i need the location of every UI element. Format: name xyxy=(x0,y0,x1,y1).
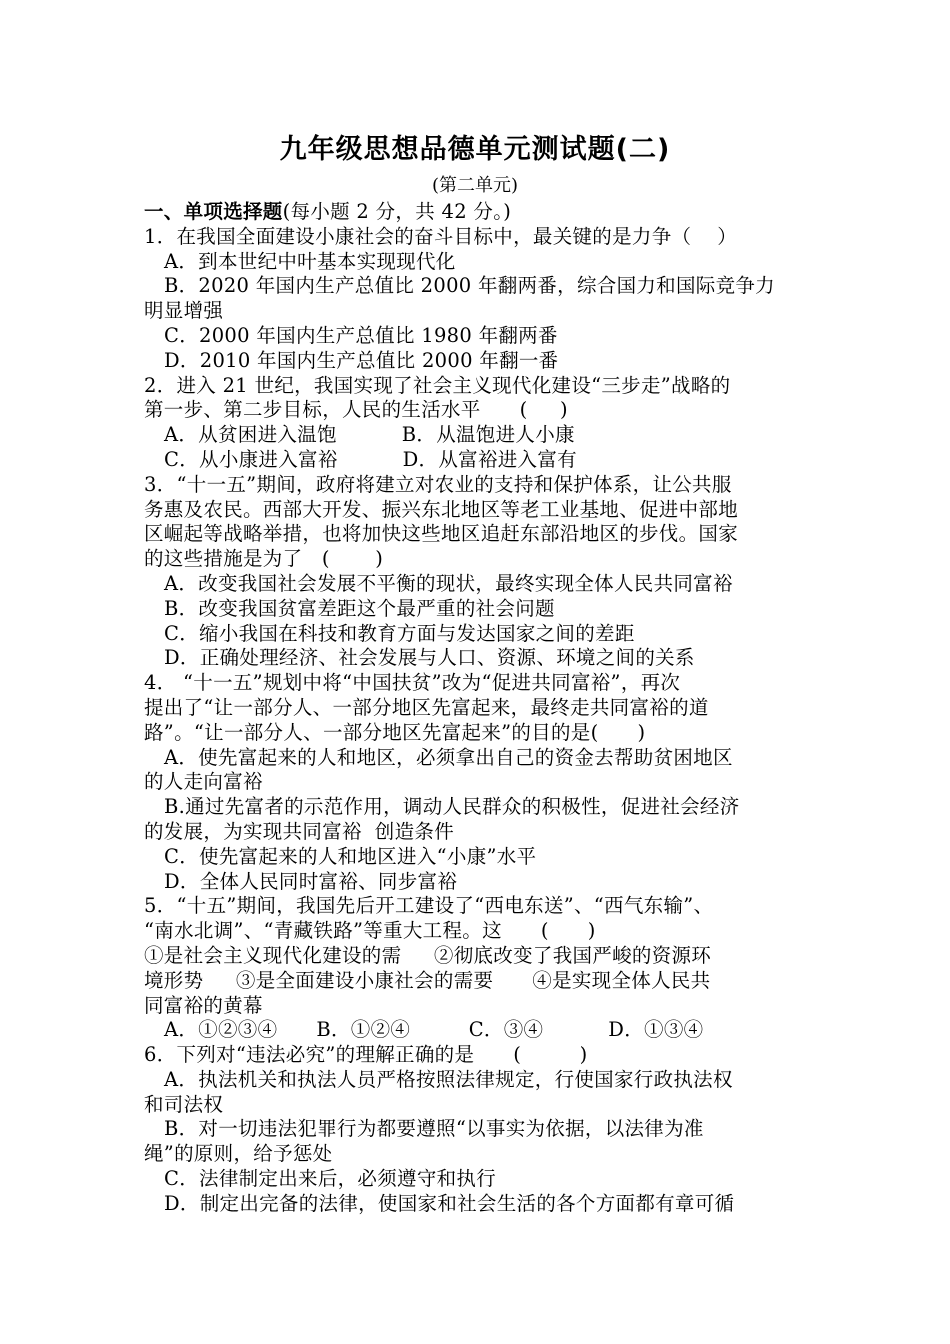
text-line: D．制定出完备的法律，使国家和社会生活的各个方面都有章可循 xyxy=(164,1191,735,1215)
text-line: 明显增强 xyxy=(144,299,224,323)
text-line: A．使先富起来的人和地区，必须拿出自己的资金去帮助贫困地区 xyxy=(164,745,733,769)
text-line: B．2020 年国内生产总值比 2000 年翻两番，综合国力和国际竞争力 xyxy=(164,274,775,298)
text-line: 2．进入 21 世纪，我国实现了社会主义现代化建设“三步走”战略的 xyxy=(144,373,731,397)
text-line: A．①②③④ B．①②④ C．③④ D．①③④ xyxy=(164,1018,704,1042)
text-line: 同富裕的黄幕 xyxy=(144,993,263,1017)
section-heading: 一、单项选择题 xyxy=(144,200,283,223)
text-line: A．从贫困进入温饱 B．从温饱进人小康 xyxy=(164,423,575,447)
text-line: C．2000 年国内生产总值比 1980 年翻两番 xyxy=(164,323,558,347)
section-heading-line xyxy=(144,200,824,225)
text-line: 区崛起等战略举措，也将加快这些地区追赶东部沿地区的步伐。国家 xyxy=(144,522,739,546)
text-line: D．正确处理经济、社会发展与人口、资源、环境之间的关系 xyxy=(164,646,695,670)
text-line: B.通过先富者的示范作用，调动人民群众的积极性，促进社会经济 xyxy=(164,795,740,819)
page-title: 九年级思想品德单元测试题(二) xyxy=(279,134,671,165)
text-line: 务惠及农民。西部大开发、振兴东北地区等老工业基地、促进中部地 xyxy=(144,497,739,521)
text-line: 路”。“让一部分人、一部分地区先富起来”的目的是( ) xyxy=(144,720,646,744)
section-note: (每小题 2 分，共 42 分。) xyxy=(282,200,512,223)
document-body xyxy=(144,200,824,1217)
text-line: D．全体人民同时富裕、同步富裕 xyxy=(164,869,458,893)
text-line: 6．下列对“违法必究”的理解正确的是 ( ) xyxy=(144,1043,588,1067)
text-line: 4． “十一五”规划中将“中国扶贫”改为“促进共同富裕”，再次 xyxy=(144,671,681,695)
text-line: 3．“十一五”期间，政府将建立对农业的支持和保护体系，让公共服 xyxy=(144,472,732,496)
text-line: 1．在我国全面建设小康社会的奋斗目标中，最关键的是力争（ ） xyxy=(144,224,738,248)
text-line: A．到本世纪中叶基本实现现代化 xyxy=(164,249,456,273)
text-line: ①是社会主义现代化建设的需 ②彻底改变了我国严峻的资源环 xyxy=(144,943,712,967)
text-line: 境形势 ③是全面建设小康社会的需要 ④是实现全体人民共 xyxy=(144,968,711,992)
text-line: 第一步、第二步目标，人民的生活水平 ( ) xyxy=(144,398,568,422)
text-line: 5．“十五”期间，我国先后开工建设了“西电东送”、“西气东输”、 xyxy=(144,894,714,918)
text-line: 的人走向富裕 xyxy=(144,770,263,794)
text-line: B．改变我国贫富差距这个最严重的社会问题 xyxy=(164,596,555,620)
text-line: C．从小康进入富裕 D．从富裕进入富有 xyxy=(164,447,577,471)
text-line: C．使先富起来的人和地区进入“小康”水平 xyxy=(164,844,537,868)
text-line: D．2010 年国内生产总值比 2000 年翻一番 xyxy=(164,348,559,372)
text-line: B．对一切违法犯罪行为都要遵照“以事实为依据，以法律为准 xyxy=(164,1117,704,1141)
text-line: 绳”的原则，给予惩处 xyxy=(144,1142,333,1166)
text-line: A．执法机关和执法人员严格按照法律规定，行使国家行政执法权 xyxy=(164,1067,733,1091)
page-subtitle: (第二单元) xyxy=(431,175,519,196)
text-line: C．缩小我国在科技和教育方面与发达国家之间的差距 xyxy=(164,621,635,645)
text-line: A．改变我国社会发展不平衡的现状，最终实现全体人民共同富裕 xyxy=(164,571,733,595)
text-line: C．法律制定出来后，必须遵守和执行 xyxy=(164,1167,497,1191)
text-line: 的发展，为实现共同富裕 创造条件 xyxy=(144,819,454,843)
text-line: 和司法权 xyxy=(144,1092,224,1116)
question-lines xyxy=(144,225,824,1217)
text-line: 的这些措施是为了 ( ) xyxy=(144,547,384,571)
text-line: “南水北调”、“青藏铁路”等重大工程。这 ( ) xyxy=(144,919,596,943)
text-line: 提出了“让一部分人、一部分地区先富起来，最终走共同富裕的道 xyxy=(144,695,709,719)
